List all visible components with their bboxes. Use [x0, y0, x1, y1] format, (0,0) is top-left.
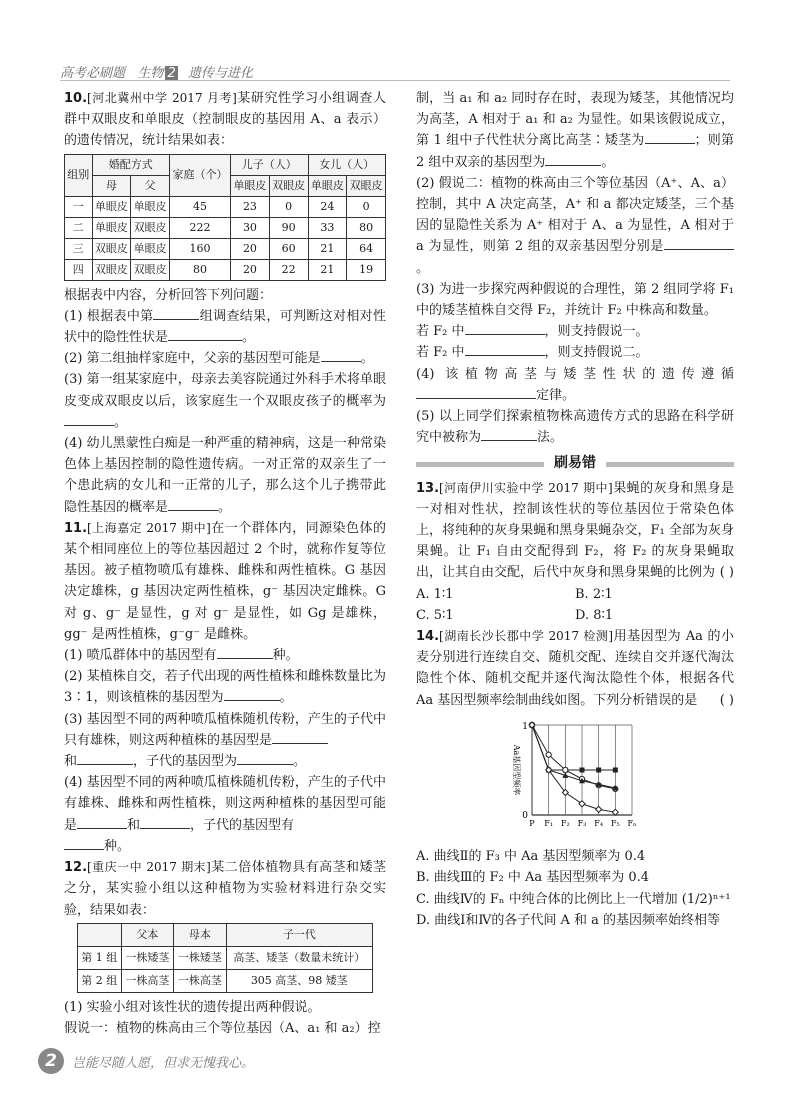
q12-part3-b: 若 F₂ 中 ，则支持假说二。	[416, 345, 649, 361]
q10-number: 10.	[64, 91, 88, 106]
table-cell: 0	[347, 196, 386, 217]
x-tick-label: F₂	[560, 818, 570, 828]
table-cell: 第 2 组	[77, 969, 121, 992]
q13-option-b[interactable]: B. 2∶1	[575, 586, 613, 602]
table-cell: 双眼皮	[92, 238, 131, 259]
y-tick-label: 0	[522, 810, 528, 821]
table-cell: 80	[347, 217, 386, 238]
section-label: 刷易错	[554, 455, 596, 472]
q10-part3: (3) 第一组某家庭中，母亲去美容院通过外科手术将单眼皮变成双眼皮以后，该家庭生一个双眼皮孩子的概率为。	[64, 372, 386, 430]
x-tick-label: Fₙ	[627, 818, 637, 828]
question-10	[64, 88, 386, 518]
q10-stem: 某研究性学习小组调查人群中双眼皮和单眼皮（控制眼皮的基因用 A、a 表示）的遗传情况，统计结果如表：	[64, 91, 386, 149]
q14-number: 14.	[416, 629, 440, 645]
table-row	[65, 196, 386, 217]
q12-hypothesis1-cont: 制，当 a₁ 和 a₂ 同时存在时，表现为矮茎，其他情况均为高茎，A 相对于 a₁ 和 a₂ 为显性。如果该假说成立，第 1 组中子代性状分离比高茎∶矮茎为 ；则第 2 组中双亲的基因型为 。	[416, 91, 734, 170]
table-cell: 33	[308, 217, 347, 238]
x-tick-label: P	[529, 818, 535, 828]
q12-part4: (4) 该植物高茎与矮茎性状的遗传遵循定律。	[416, 366, 734, 403]
series-line	[532, 725, 615, 789]
table-cell: 30	[231, 217, 270, 238]
table-header-cell: 子一代	[226, 923, 373, 946]
table-cell: 80	[169, 259, 230, 280]
table-cell: 19	[347, 259, 386, 280]
table-cell: 高茎、矮茎（数量未统计）	[226, 946, 373, 969]
q12-stem: 某二倍体植物具有高茎和矮茎之分，某实验小组以这种植物为实验材料进行杂交实验，结果如表：	[64, 860, 386, 918]
q13-source: [河南伊川实验中学 2017 期中]	[439, 480, 613, 495]
question-14	[416, 626, 734, 931]
q13-number: 13.	[416, 480, 440, 496]
table-row	[77, 946, 372, 969]
answer-blank[interactable]	[321, 349, 361, 362]
answer-blank[interactable]	[465, 322, 545, 335]
header-rule	[60, 80, 730, 81]
header-book: 高考必刷题	[60, 66, 126, 81]
th-families: 家庭（个）	[169, 154, 230, 196]
table-row	[77, 969, 372, 992]
answer-blank[interactable]	[140, 816, 190, 829]
answer-blank[interactable]	[224, 688, 280, 701]
q12-hypothesis1: 假说一：植物的株高由三个等位基因（A、a₁ 和 a₂）控	[64, 1020, 381, 1036]
question-12	[64, 857, 386, 1039]
th-son: 儿子（人）	[231, 154, 308, 175]
q10-part2: (2) 第二组抽样家庭中，父亲的基因型可能是 。	[64, 351, 374, 367]
table-cell: 一	[65, 196, 93, 217]
table-cell: 24	[308, 196, 347, 217]
table-cell: 64	[347, 238, 386, 259]
header-chapter: 遗传与进化	[187, 66, 253, 81]
table-cell: 222	[169, 217, 230, 238]
q13-option-a[interactable]: A. 1∶1	[416, 586, 454, 602]
answer-blank[interactable]	[664, 237, 734, 250]
answer-blank[interactable]	[272, 731, 328, 744]
x-tick-label: F₅	[610, 818, 620, 828]
q12-part5: (5) 以上同学们探索植物株高遗传方式的思路在科学研究中被称为 法。	[416, 409, 734, 446]
answer-blank[interactable]	[153, 307, 199, 320]
th-son-single: 单眼皮	[231, 175, 270, 196]
q12-part3: (3) 为进一步探究两种假说的合理性，第 2 组同学将 F₁ 中的矮茎植株自交得 F₂，并统计 F₂ 中株高和数量。	[416, 281, 734, 319]
question-13	[416, 478, 734, 626]
q12-source: [重庆一中 2017 期末]	[87, 860, 211, 875]
table-cell: 单眼皮	[92, 217, 131, 238]
q12-number: 12.	[64, 860, 88, 876]
table-cell: 一株矮茎	[121, 946, 173, 969]
th-daughter: 女儿（人）	[308, 154, 385, 175]
question-11	[64, 518, 386, 857]
x-tick-label: F₄	[594, 818, 604, 828]
answer-blank[interactable]	[481, 428, 537, 441]
data-point	[580, 767, 585, 772]
series-line	[532, 725, 615, 788]
q12-part2: (2) 假说二：植物的株高由三个等位基因（A⁺、A、a）控制，其中 A 决定高茎，A⁺ 和 a 都决定矮茎，三个基因的显隐性关系为 A⁺ 相对于 A、a 为显性，A 相对于 a 为显性，则第 2 组的双亲基因型分别是。	[416, 175, 734, 276]
table-cell: 双眼皮	[92, 259, 131, 280]
table-cell: 一株高茎	[174, 969, 226, 992]
section-bar-left	[416, 462, 544, 467]
data-point	[613, 767, 618, 772]
table-cell: 160	[169, 238, 230, 259]
th-mother: 母	[92, 175, 131, 196]
answer-blank[interactable]	[168, 498, 218, 511]
data-point	[563, 767, 568, 772]
data-point	[596, 767, 601, 772]
answer-blank[interactable]	[465, 343, 545, 356]
q11-part3: (3) 基因型不同的两种喷瓜植株随机传粉，产生的子代中只有雄株，则这两种植株的基因型是 和 ，子代的基因型为 。	[64, 711, 386, 770]
table-cell: 21	[308, 259, 347, 280]
footer-motto: 岂能尽随人愿，但求无愧我心。	[72, 1056, 255, 1071]
q11-stem: 在一个群体内，同源染色体的某个相同座位上的等位基因超过 2 个时，就称作复等位基因。被子植物喷瓜有雄株、雌株和两性植株。G 基因决定雄株，g 基因决定两性植株，g⁻ 基因决定雌株。G 对 g、g⁻ 是显性，g 对 g⁻ 是显性，如 Gg 是雄株，gg⁻ 是两性植株，g⁻g⁻ 是雌株。	[64, 520, 386, 642]
table-cell: 单眼皮	[131, 238, 170, 259]
table-cell: 四	[65, 259, 93, 280]
table-cell: 305 高茎、98 矮茎	[226, 969, 373, 992]
q12-part3-a: 若 F₂ 中 ，则支持假说一。	[416, 324, 649, 340]
q11-number: 11.	[64, 520, 88, 536]
y-tick-label: 1	[522, 721, 528, 732]
q12-table	[77, 923, 373, 993]
q12-part1: (1) 实验小组对该性状的遗传提出两种假说。	[64, 999, 321, 1015]
th-group: 组别	[65, 154, 93, 196]
th-mating: 婚配方式	[92, 154, 169, 175]
x-tick-label: F₃	[577, 818, 587, 828]
table-cell: 21	[308, 238, 347, 259]
table-cell: 二	[65, 217, 93, 238]
y-axis-label: Aa基因型频率	[512, 744, 521, 796]
th-father: 父	[131, 175, 170, 196]
q14-chart	[496, 715, 734, 842]
q10-source: [河北冀州中学 2017 月考]	[87, 91, 237, 105]
answer-blank[interactable]	[168, 328, 242, 341]
th-son-double: 双眼皮	[269, 175, 308, 196]
q10-part1: (1) 根据表中第 组调查结果，可判断这对相对性状中的隐性性状是 。	[64, 308, 386, 346]
q11-part1: (1) 喷瓜群体中的基因型有 种。	[64, 648, 299, 664]
table-cell: 45	[169, 196, 230, 217]
answer-blank[interactable]	[77, 816, 127, 829]
table-header-cell: 母本	[174, 923, 226, 946]
answer-blank[interactable]	[77, 752, 133, 765]
left-column	[64, 88, 386, 1039]
q13-options	[416, 584, 734, 626]
answer-blank[interactable]	[237, 752, 293, 765]
table-header-cell	[77, 923, 121, 946]
table-cell: 90	[269, 217, 308, 238]
data-point	[596, 806, 602, 812]
table-cell: 一株高茎	[121, 969, 173, 992]
page-number: 2	[38, 1048, 64, 1074]
q14-option-a[interactable]: A. 曲线Ⅱ的 F₃ 中 Aa 基因型频率为 0.4	[416, 849, 646, 865]
q13-option-d[interactable]: D. 8∶1	[575, 607, 614, 623]
q14-option-d[interactable]: D. 曲线Ⅰ和Ⅳ的各子代间 A 和 a 的基因频率始终相等	[416, 912, 721, 928]
table-cell: 双眼皮	[131, 217, 170, 238]
table-row	[65, 238, 386, 259]
answer-blank[interactable]	[645, 131, 695, 144]
section-title	[416, 453, 734, 474]
q14-answer-paren[interactable]: ( )	[719, 692, 734, 708]
data-point	[612, 809, 618, 815]
th-dau-single: 单眼皮	[308, 175, 347, 196]
table-row	[65, 259, 386, 280]
running-header	[60, 62, 253, 81]
table-cell: 双眼皮	[131, 259, 170, 280]
q13-answer-paren[interactable]: ( )	[719, 565, 734, 581]
series-line	[532, 725, 615, 812]
table-cell: 第 1 组	[77, 946, 121, 969]
table-cell: 0	[269, 196, 308, 217]
table-cell: 22	[269, 259, 308, 280]
header-num: 2	[167, 66, 176, 81]
table-cell: 20	[231, 259, 270, 280]
answer-blank[interactable]	[64, 413, 114, 426]
q11-source: [上海嘉定 2017 期中]	[87, 520, 211, 535]
q10-part4: (4) 幼儿黑蒙性白痴是一种严重的精神病，这是一种常染色体上基因控制的隐性遗传病。一对正常的双亲生了一个患此病的女儿和一正常的儿子，那么这个儿子携带此隐性基因的概率是 。	[64, 436, 386, 515]
table-header-cell: 父本	[121, 923, 173, 946]
table-cell: 单眼皮	[131, 196, 170, 217]
answer-blank[interactable]	[64, 837, 104, 850]
table-cell: 20	[231, 238, 270, 259]
table-cell: 一株矮茎	[174, 946, 226, 969]
q13-option-c[interactable]: C. 5∶1	[416, 607, 454, 623]
q14-option-c[interactable]: C. 曲线Ⅳ的 Fₙ 中纯合体的比例比上一代增加 (1/2)ⁿ⁺¹	[416, 891, 731, 907]
section-bar-right	[606, 462, 734, 467]
aa-frequency-chart	[496, 715, 646, 835]
q11-part4: (4) 基因型不同的两种喷瓜植株随机传粉，产生的子代中有雄株、雌株和两性植株，则这两种植株的基因型可能是 和 ，子代的基因型有 种。	[64, 775, 386, 854]
data-point	[546, 752, 551, 757]
header-subject: 生物	[137, 66, 164, 81]
q11-part2: (2) 某植株自交，若子代出现的两性植株和雌株数量比为 3∶1，则该植株的基因型为 。	[64, 669, 386, 706]
answer-blank[interactable]	[545, 153, 601, 166]
table-row	[65, 217, 386, 238]
q10-table	[64, 154, 386, 281]
table-cell: 三	[65, 238, 93, 259]
q14-source: [湖南长沙长郡中学 2017 检测]	[439, 629, 614, 644]
x-tick-label: F₁	[544, 818, 554, 828]
table-cell: 23	[231, 196, 270, 217]
q10-lead: 根据表中内容，分析回答下列问题：	[64, 287, 273, 303]
q14-stem: 用基因型为 Aa 的小麦分别进行连续自交、随机交配、连续自交并逐代淘汰隐性个体、随机交配并逐代淘汰隐性个体，根据各代 Aa 基因型频率绘制曲线如图。下列分析错误的是	[416, 629, 734, 708]
th-dau-double: 双眼皮	[347, 175, 386, 196]
table-cell: 单眼皮	[92, 196, 131, 217]
answer-blank[interactable]	[416, 386, 536, 399]
data-point	[579, 801, 585, 807]
answer-blank[interactable]	[217, 646, 273, 659]
q13-stem: 果蝇的灰身和黑身是一对相对性状，控制该性状的等位基因位于常染色体上，将纯种的灰身果蝇和黑身果蝇杂交，F₁ 全部为灰身果蝇。让 F₁ 自由交配得到 F₂，将 F₂ 的灰身果蝇取出，让其自由交配，后代中灰身和黑身果蝇的比例为	[416, 480, 734, 581]
table-cell: 60	[269, 238, 308, 259]
right-column	[416, 88, 734, 931]
q14-option-b[interactable]: B. 曲线Ⅲ的 F₂ 中 Aa 基因型频率为 0.4	[416, 870, 650, 886]
